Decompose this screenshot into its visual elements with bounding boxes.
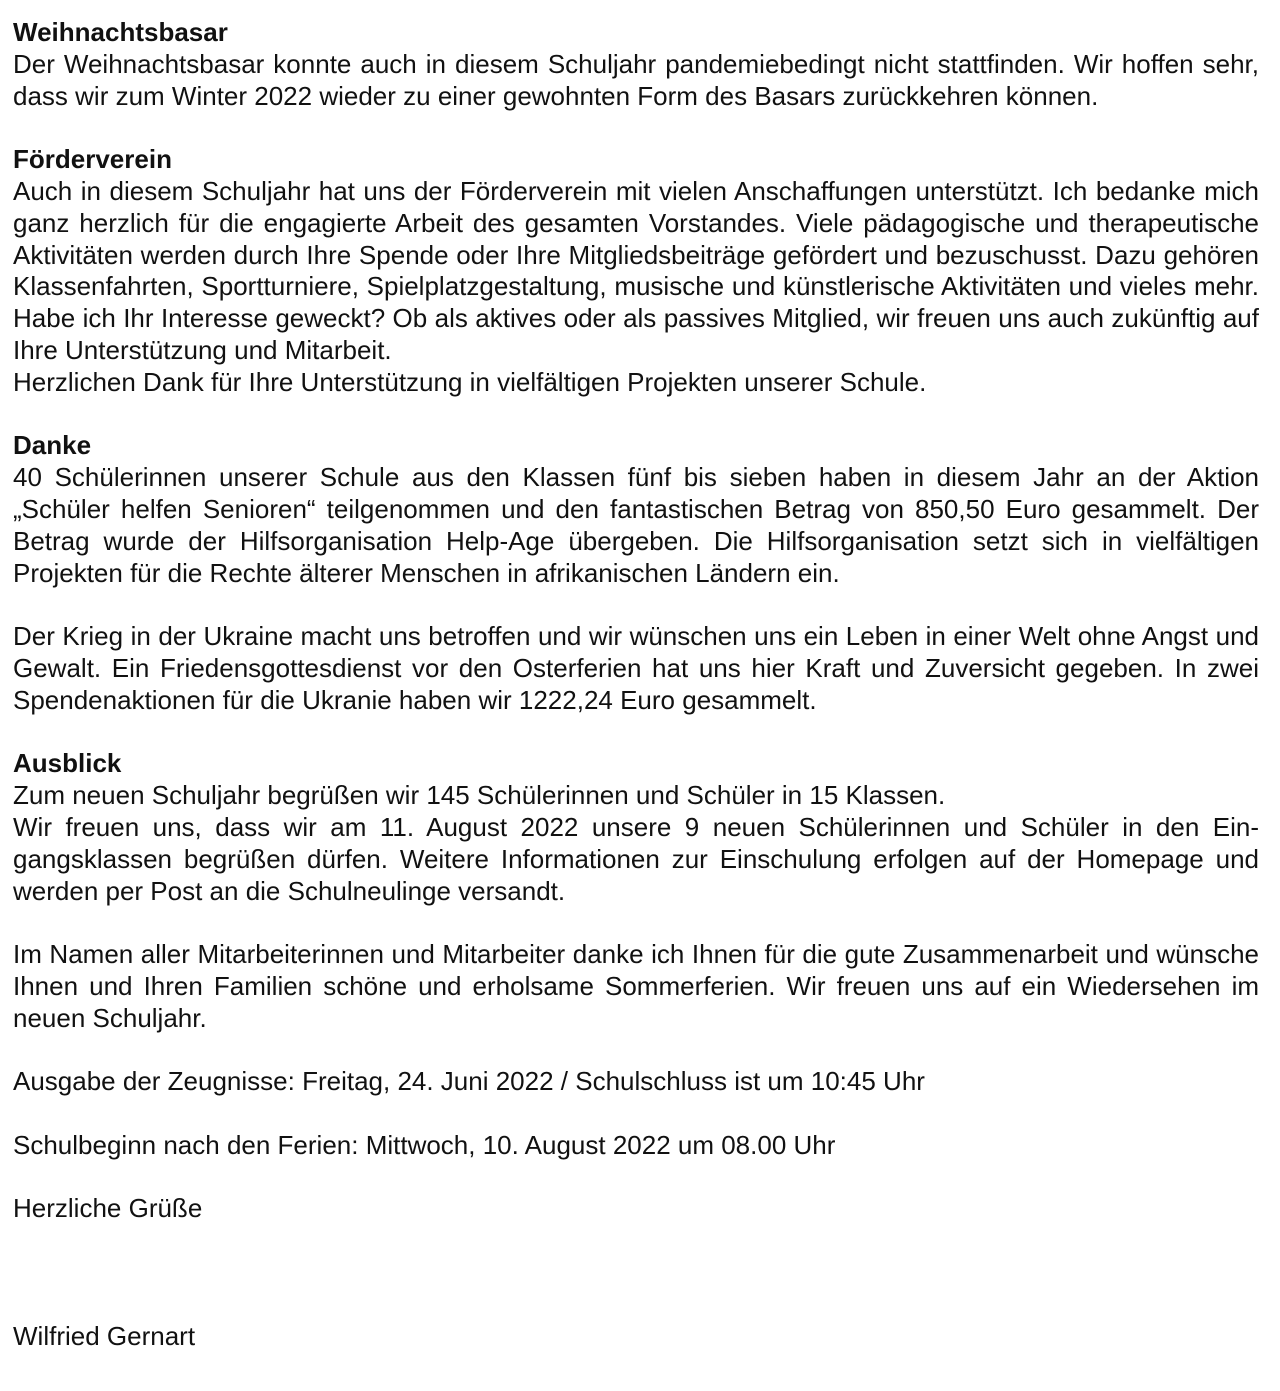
paragraph-foerderverein: Auch in diesem Schuljahr hat uns der Förderverein mit vielen Anschaffungen unterstützt. Ich bedanke mich ganz herzlich für die engagierte Arbeit des gesamten Vorstandes. Viele pädagogische und therapeutische Aktivitäten werden durch Ihre Spende oder Ihre Mitgliedsbeiträge gefördert und bezuschusst. Dazu gehören Klassenfahrten, Sportturniere, Spielplatzgestaltung, musische und künstlerische Aktivitäten und vieles mehr. Habe ich Ihr Interesse geweckt? Ob als aktives oder als passives Mitglied, wir freuen uns auch zukünftig auf Ihre Unterstützung und Mitarbeit. xyxy=(13,175,1259,365)
paragraph-weihnachtsbasar: Der Weihnachtsbasar konnte auch in diesem Schuljahr pandemiebedingt nicht stattfinden. Wir hoffen sehr, dass wir zum Winter 2022 wieder zu einer gewohnten Form des Basars zurückkehren können. xyxy=(13,48,1259,111)
paragraph-foerderverein-thanks: Herzlichen Dank für Ihre Unterstützung in vielfältigen Projekten unserer Schule. xyxy=(13,366,927,397)
paragraph-ausblick-students: Zum neuen Schuljahr begrüßen wir 145 Schülerinnen und Schüler in 15 Klassen. xyxy=(13,780,946,811)
paragraph-ausblick: Wir freuen uns, dass wir am 11. August 2022 unsere 9 neuen Schülerinnen und Schüler in den Eingangsklassen begrüßen dürfen. Weitere Informationen zur Einschulung erfolgen auf der Homepage und werden per Post an die Schulneulinge versandt. xyxy=(13,811,1259,906)
schulbeginn-date: Schulbeginn nach den Ferien: Mittwoch, 10. August 2022 um 08.00 Uhr xyxy=(13,1129,836,1160)
signature-space-extra xyxy=(13,1289,1259,1321)
section-zeugnisse xyxy=(13,1066,1259,1098)
heading-weihnachtsbasar: Weihnachtsbasar xyxy=(13,17,228,47)
section-ukraine xyxy=(13,621,1259,716)
heading-ausblick: Ausblick xyxy=(13,748,122,779)
paragraph-ukraine: Der Krieg in der Ukraine macht uns betroffen und wir wünschen uns ein Leben in einer Welt ohne Angst und Gewalt. Ein Friedensgottesdienst vor den Osterferien hat uns hier Kraft und Zuversicht gegeben. In zwei Spendenaktionen für die Ukranie haben wir 1222,24 Euro gesammelt. xyxy=(13,621,1259,715)
section-ausblick xyxy=(13,748,1259,907)
section-foerderverein xyxy=(13,144,1259,398)
signature-space xyxy=(13,1225,1259,1289)
section-schulbeginn xyxy=(13,1130,1259,1162)
paragraph-closing-thanks: Im Namen aller Mitarbeiterinnen und Mitarbeiter danke ich Ihnen für die gute Zusammenarbeit und wünsche Ihnen und Ihren Familien schöne und erholsame Sommerferien. Wir freuen uns auf ein Wiedersehen im neuen Schuljahr. xyxy=(13,939,1259,1033)
section-weihnachtsbasar xyxy=(13,17,1259,112)
heading-danke: Danke xyxy=(13,430,92,461)
paragraph-danke: 40 Schülerinnen unserer Schule aus den Klassen fünf bis sieben haben in diesem Jahr an der Aktion „Schüler helfen Senioren“ teilgenommen und den fantastischen Betrag von 850,50 Euro gesammelt. Der Betrag wurde der Hilfsorganisation Help-Age übergeben. Die Hilfsorganisation setzt sich in vielfältigen Projekten für die Rechte älterer Menschen in afrikanischen Ländern ein. xyxy=(13,462,1259,588)
letter-page xyxy=(13,17,1259,1352)
signature-name: Wilfried Gernart xyxy=(13,1320,196,1351)
zeugnisse-date: Ausgabe der Zeugnisse: Freitag, 24. Juni 2022 / Schulschluss ist um 10:45 Uhr xyxy=(13,1066,925,1097)
section-closing xyxy=(13,939,1259,1034)
greeting: Herzliche Grüße xyxy=(13,1193,203,1224)
section-danke xyxy=(13,430,1259,589)
heading-foerderverein: Förderverein xyxy=(13,144,172,175)
